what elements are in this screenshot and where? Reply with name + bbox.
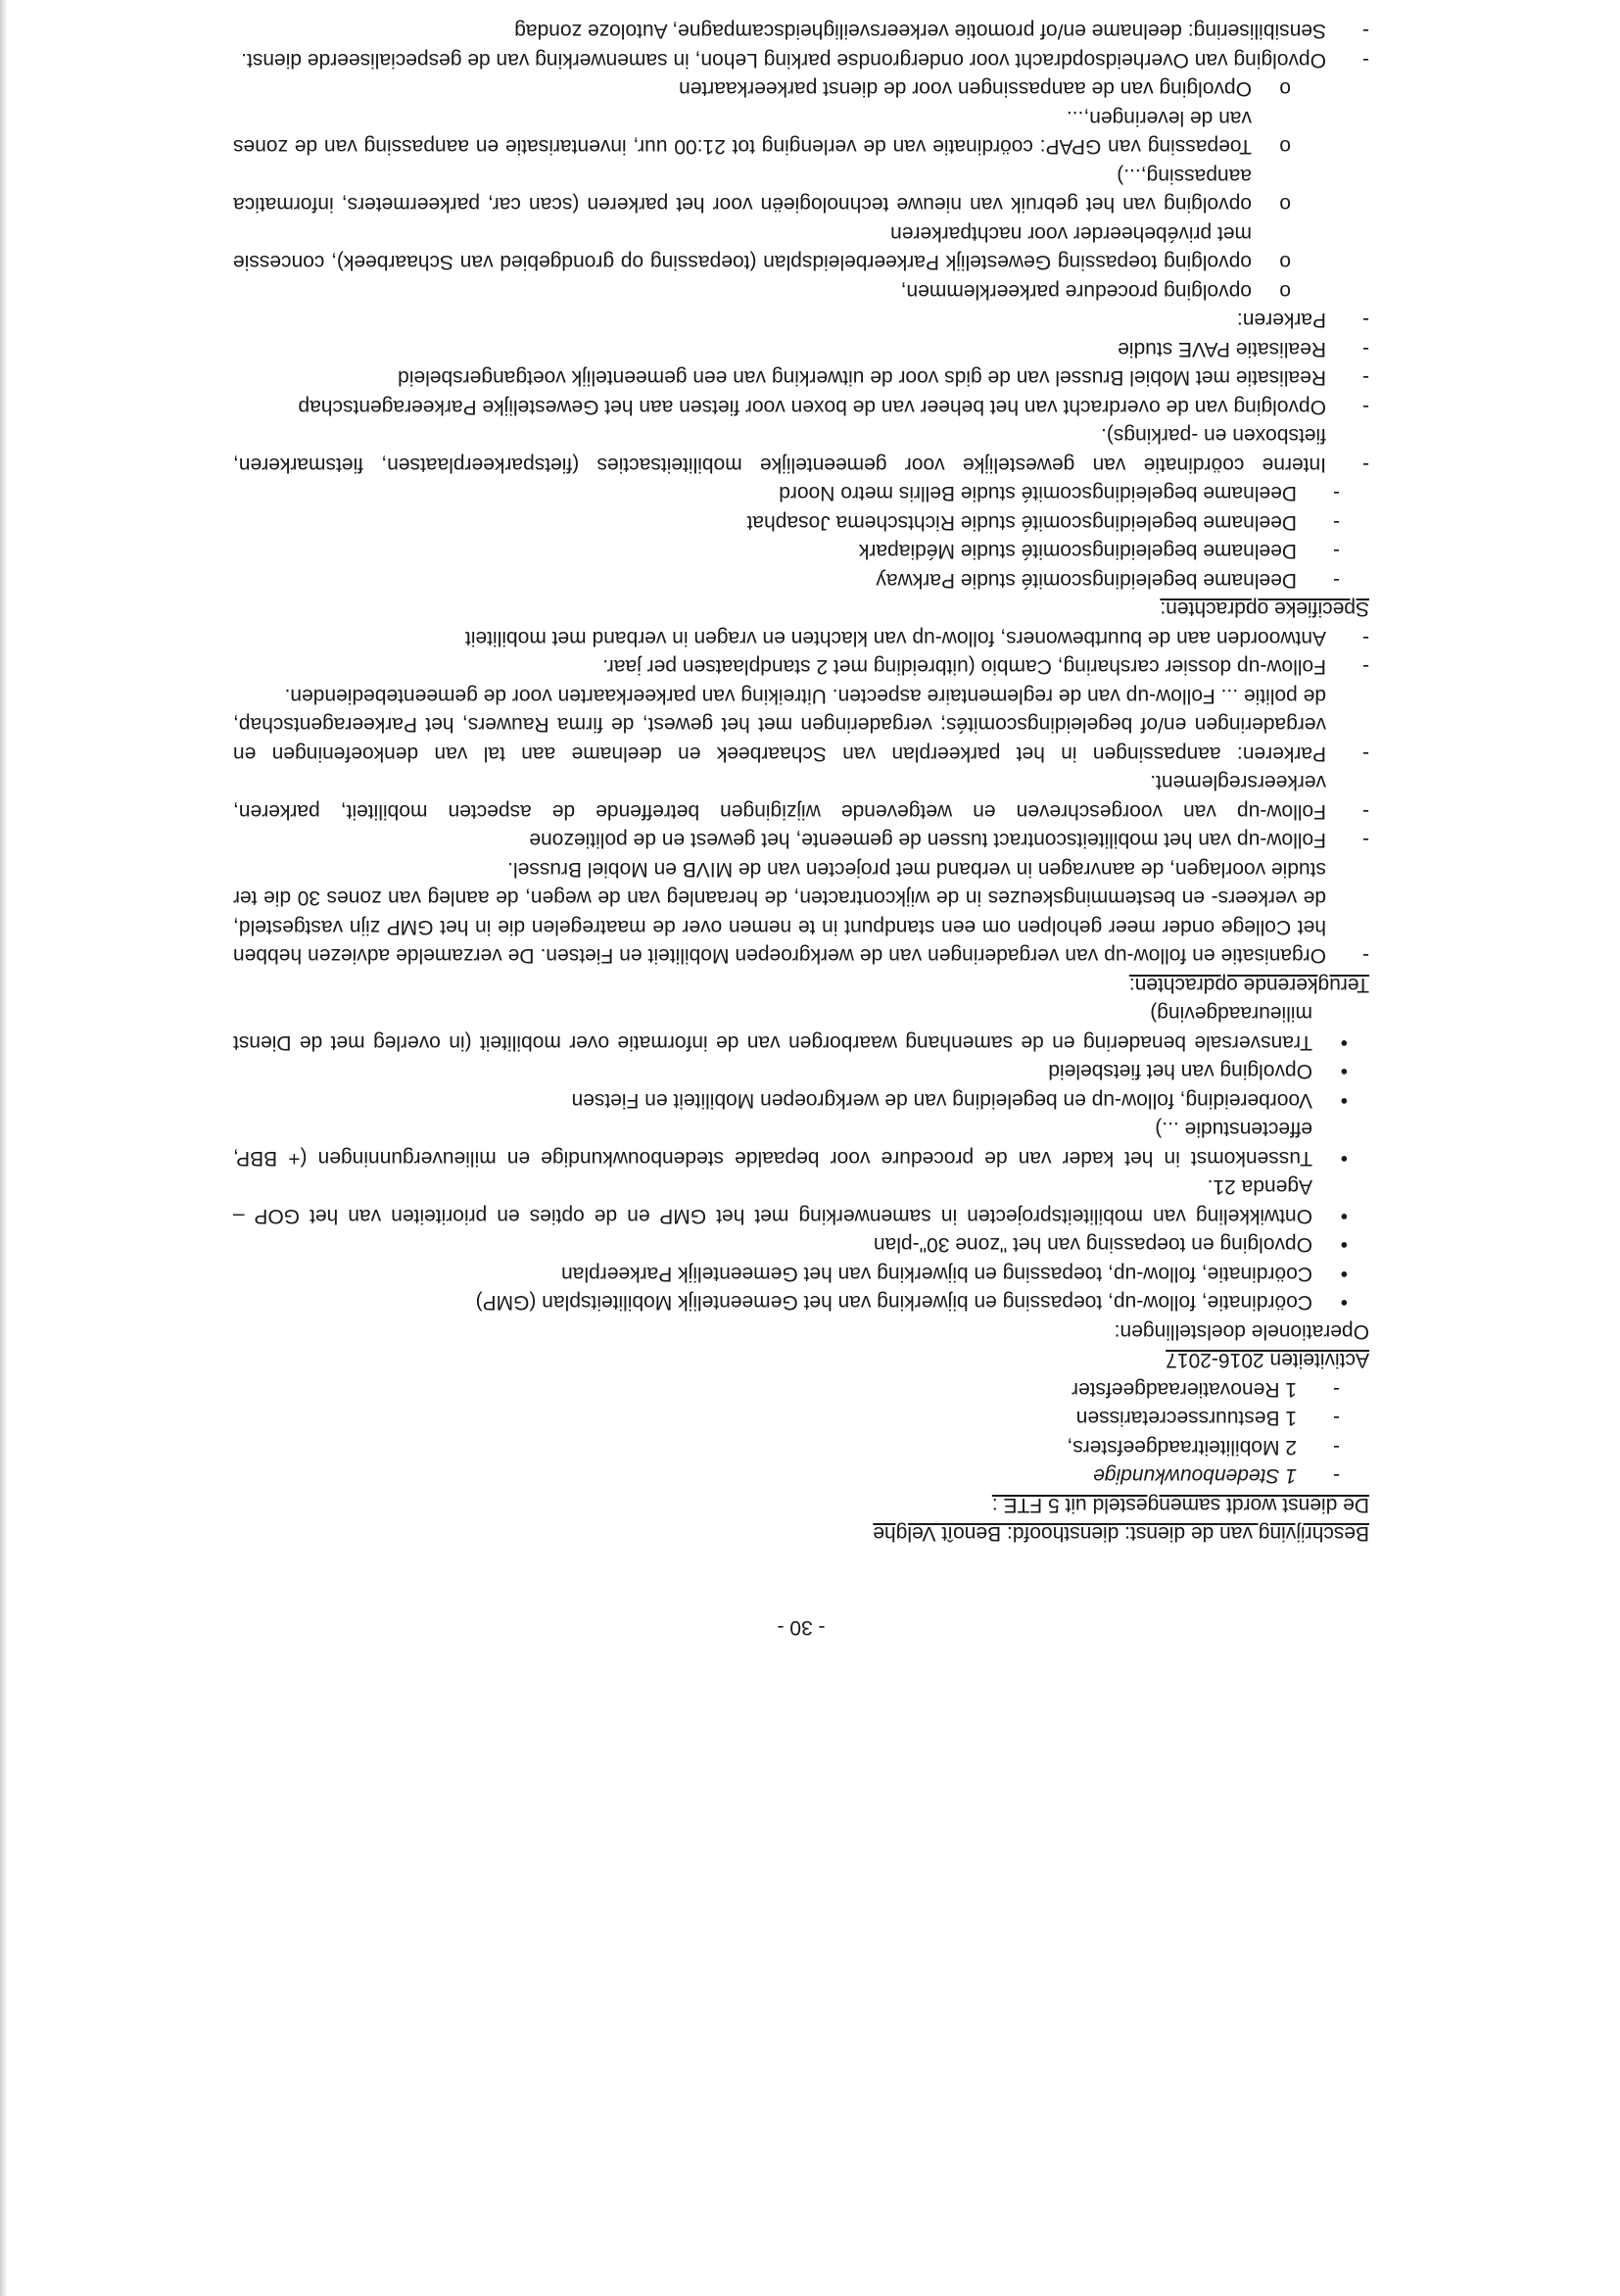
staff-list [233, 1375, 1369, 1491]
list-item: - Interne coördinatie van gewestelijke voor gemeentelijke mobiliteitsacties (fietsparkeerplaatsen, fietsmarkeren, fietsboxen en -parkings). [233, 424, 1369, 476]
list-item: - Realisatie PAVE studie [1118, 338, 1369, 360]
list-item: • Voorbereiding, follow-up en begeleiding van de werkgroepen Mobiliteit en Fietsen [571, 1089, 1348, 1112]
list-item: • Coördinatie, follow-up, toepassing en bijwerking van het Gemeentelijk Mobiliteitsplan (GMP) [475, 1291, 1348, 1315]
staff-role: 2 Mobiliteitraadgeefsters, [1067, 1436, 1297, 1459]
recurring-tasks-list [233, 624, 1369, 971]
staff-role: 1 Bestuurssecretarissen [1075, 1407, 1297, 1430]
list-item: - 1 Stedenbouwkundige [233, 1461, 1369, 1491]
specific-tasks-list [233, 306, 1369, 595]
list-item: - Opvolging van de overdracht van het beheer van de boxen voor fietsen aan het Gewestelijke Parkeeragentschap [298, 396, 1369, 418]
list-item: • Coördinatie, follow-up, toepassing en bijwerking van het Gemeentelijk Parkeerplan [561, 1263, 1348, 1285]
list-item: - Follow-up van voorgeschreven en wetgevende wijzigingen betreffende de aspecten mobiliteit, parkeren, verkeersreglement. [233, 771, 1369, 823]
list-item: - Parkeren: [1236, 309, 1369, 332]
section-heading-specific: Specifieke opdrachten: [1160, 598, 1369, 621]
section-heading-activities: Activiteiten 2016-2017 [1166, 1349, 1369, 1372]
list-item: - 2 Mobiliteitraadgeefsters, [233, 1433, 1369, 1462]
list-item: - Parkeren: aanpassingen in het parkeerplan van Schaarbeek en deelname aan tal van denkoefeningen en vergaderingen en/of begeleidingscomités; vergaderingen met het gewest, de firma Rauwers, het Parkeeragentschap, de politie ... Follow-up van de reglementaire aspecten. Uitreiking van parkeerkaarten voor de gemeentebedienden. [233, 685, 1369, 765]
list-item: • Opvolging en toepassing van het "zone 30"-plan [873, 1233, 1348, 1257]
staff-intro: De dienst wordt samengesteld uit 5 FTE : [991, 1494, 1369, 1516]
parking-subitems-list [233, 74, 1369, 306]
list-item: - Sensibilisering: deelname en/of promotie verkeersveiligheidscampagne, Autoloze zondag [514, 20, 1369, 43]
page-number: - 30 - [777, 1616, 826, 1639]
list-item: - Follow-up dossier carsharing, Cambio (uitbreiding met 2 standplaatsen per jaar. [602, 655, 1369, 679]
list-item: o Toepassing van GPAP: coördinatie van de verlenging tot 21:00 uur, inventarisatie en aanpassing van de zones van de leveringen,... [233, 107, 1291, 159]
list-item: o opvolging procedure parkeerklemmen, [900, 280, 1291, 303]
list-item: o opvolging van het gebruik van nieuwe technologieën voor het parkeren (scan car, parkeermeters, informatica aanpassing,...) [233, 165, 1291, 216]
list-item: - Antwoorden aan de buurtbewoners, follow-up van klachten en vragen in verband met mobiliteit [464, 627, 1369, 649]
list-item: • Tussenkomst in het kader van de procedure voor bepaalde stedenbouwkundige en milieuvergunningen (+ BBP, effectenstudie ...) [233, 1118, 1348, 1170]
list-item: - Realisatie met Mobiel Brussel van de gids voor de uitwerking van een gemeentelijk voetgangersbeleid [398, 366, 1369, 390]
list-item: • Opvolging van het fietsbeleid [1048, 1060, 1348, 1083]
service-description: Beschrijving van de dienst: diensthoofd: Benoît Velghe [873, 1522, 1369, 1546]
list-item: - 1 Bestuurssecretarissen [233, 1404, 1369, 1433]
list-item: - Deelname begeleidingscomité studie Bellris metro Noord [779, 482, 1340, 505]
staff-role: 1 Stedenbouwkundige [1093, 1464, 1297, 1488]
list-item: • Ontwikkeling van mobiliteitsprojecten in samenwerking met het GMP en de opties en prioriteiten van het GOP – Agenda 21. [233, 1175, 1348, 1227]
list-item: • Transversale benadering en de samenhang waarborgen van de informatie over mobiliteit (in overleg met de Dienst milieuraadgeving) [233, 1002, 1348, 1054]
operational-goals-list [233, 999, 1369, 1317]
list-item: - Organisatie en follow-up van vergaderingen van de werkgroepen Mobiliteit en Fietsen. De verzamelde adviezen hebben het College onder meer geholpen om een standpunt in te nemen over de maatregelen die in het GMP zijn vastgesteld, de verkeers- en bestemmingskeuzes in de wijkcontracten, de heraanleg van de wegen, de aanleg van zones 30 die ter studie voorlagen, de aanvragen in verband met projecten van de MIVB en Mobiel Brussel. [233, 858, 1369, 968]
final-items-list [233, 17, 1369, 74]
page-content [233, 17, 1369, 1642]
list-item: - Deelname begeleidingscomité studie Richtschema Josaphat [746, 511, 1340, 534]
scan-edge-shadow [0, 0, 6, 2296]
list-item: o opvolging toepassing Gewestelijk Parkeerbeleidsplan (toepassing op grondgebied van Schaarbeek), concessie met privébeheerder voor nachtparkeren [233, 222, 1291, 274]
list-item: - Follow-up van het mobiliteitscontract tussen de gemeente, het gewest en de politiezone [529, 829, 1369, 852]
section-heading-recurring: Terugkerende opdrachten: [1128, 974, 1369, 996]
list-item: o Opvolging van de aanpassingen voor de dienst parkeerkaarten [679, 77, 1291, 101]
list-item: - Deelname begeleidingscomité studie Médiapark [858, 540, 1340, 563]
section-heading-operational: Operationele doelstellingen: [1114, 1320, 1369, 1343]
staff-role: 1 Renovatieraadgeefster [1072, 1378, 1297, 1401]
list-item: - Opvolging van Overheidsopdracht voor ondergrondse parking Lehon, in samenwerking van de gespecialiseerde dienst. [241, 49, 1369, 72]
list-item: - Deelname begeleidingscomité studie Parkway [876, 569, 1340, 592]
list-item: - 1 Renovatieraadgeefster [233, 1375, 1369, 1405]
